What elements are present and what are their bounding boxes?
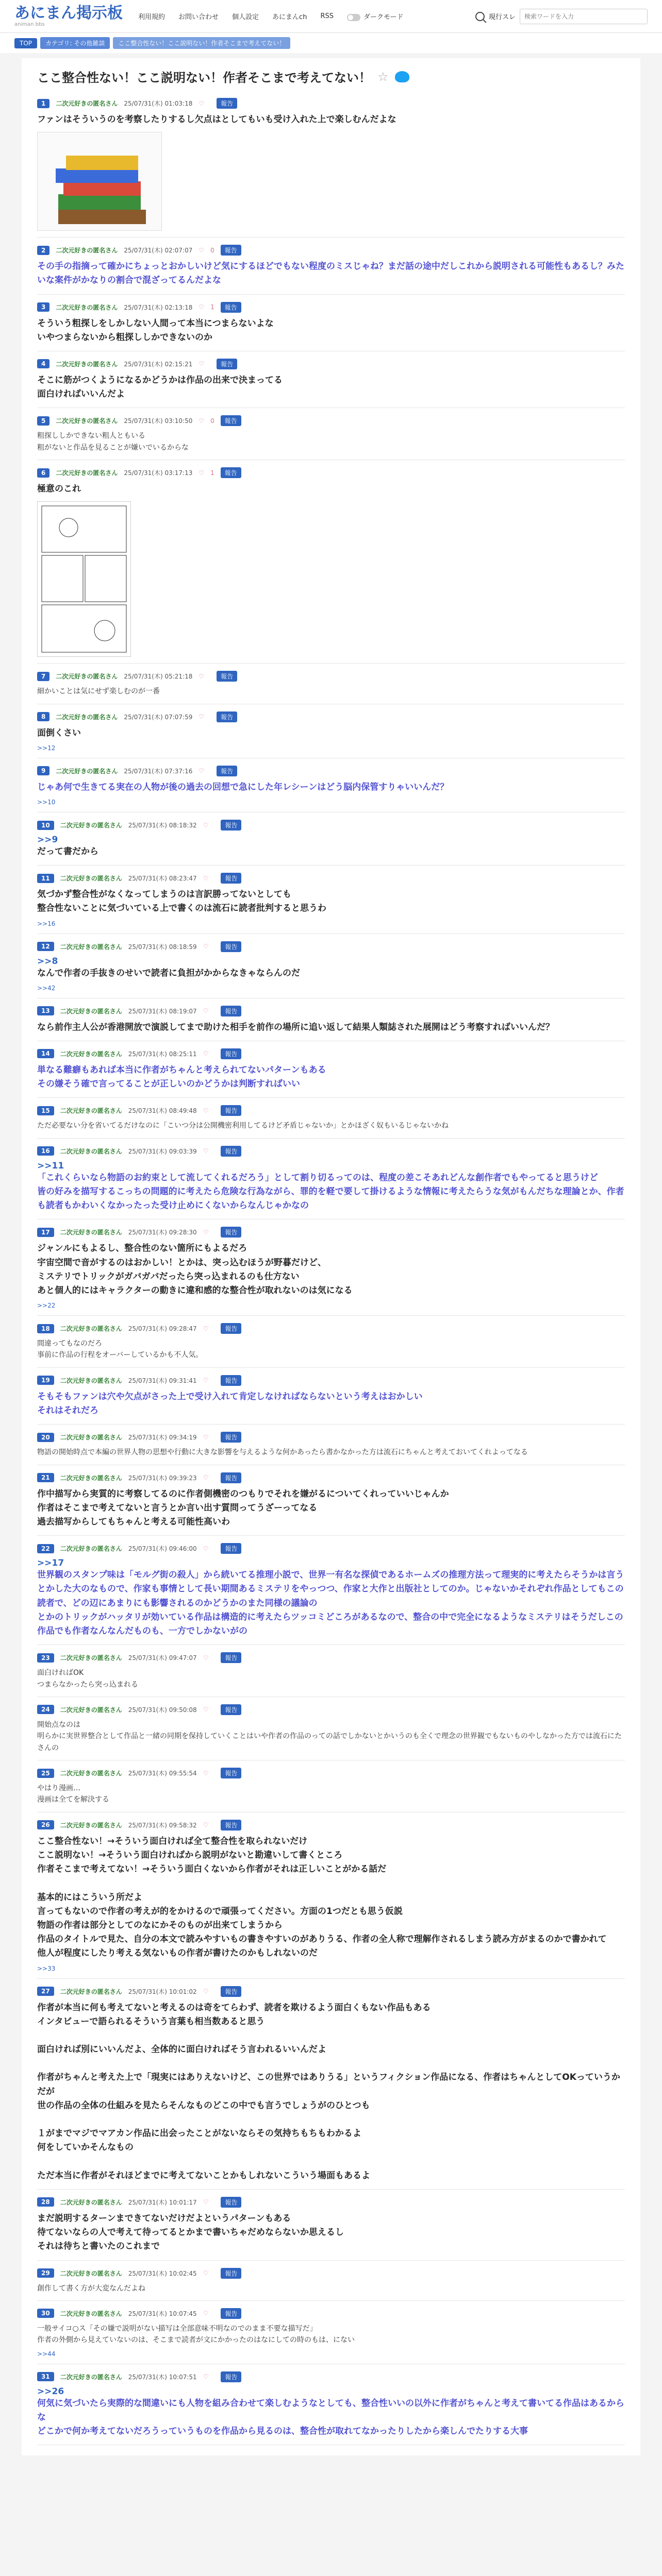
post-header	[37, 1146, 625, 1157]
post-date: 25/07/31(木) 09:58:32	[128, 1821, 197, 1829]
search-icon[interactable]	[475, 12, 485, 21]
post-header	[37, 1048, 625, 1059]
post-body: 物語の開始時点で本編の世界人物の思想や行動に大きな影響を与えるような何かあったら書かなかった方は流石にちゃんと考えておいてくれよってなる	[37, 1448, 528, 1457]
post-header	[37, 1820, 625, 1831]
post-header	[37, 2308, 625, 2319]
reply-anchor[interactable]: >>9	[37, 835, 58, 845]
top-nav	[138, 11, 403, 21]
report-button[interactable]: 報告	[221, 415, 241, 426]
post-image-comic[interactable]	[37, 501, 131, 657]
post-header	[37, 1704, 625, 1715]
post-body: 何気に気づいたら実際的な間違いにも人物を組み合わせて楽しむようなとしても、整合性いいの以外に作者がちゃんと考えて書いてる作品はあるからな どこかで何か考えてないだろうっていうものを作品から見るのは、整合性が取れてなかったりしたから楽しんでたりする大事	[37, 2398, 624, 2437]
poster-name: 二次元好きの匿名さん	[60, 1706, 122, 1714]
like-icon[interactable]: ♡	[203, 1107, 209, 1114]
post-header	[37, 1472, 625, 1483]
post-body: 間違ってもなのだろ 事前に作品の行程をオーバーしているかも不人気。	[37, 1340, 203, 1360]
like-icon[interactable]: ♡	[203, 1147, 209, 1155]
dark-mode-label: ダークモード	[363, 13, 404, 21]
comic-illustration	[38, 502, 130, 656]
like-icon[interactable]: ♡	[198, 767, 205, 775]
post-date: 25/07/31(木) 09:31:41	[128, 1377, 197, 1384]
post-header	[37, 820, 625, 831]
post-header	[37, 1227, 625, 1238]
poster-name: 二次元好きの匿名さん	[60, 875, 122, 883]
twitter-share-icon[interactable]	[395, 71, 409, 82]
post-number[interactable]: 21	[37, 1473, 54, 1482]
post	[37, 1536, 625, 1645]
poster-name: 二次元好きの匿名さん	[56, 673, 118, 681]
post-body: 開始点なのは 明らかに実世界整合として作品と一緒の同期を保持していくことはいや作者の作品のっての話でしかないとかいうのも全くで理念の世界観でもないものやしなかった方では流石にたさんの	[37, 1720, 622, 1752]
like-icon[interactable]: ♡	[203, 1988, 209, 1995]
post-body: じゃあ何で生きてる実在の人物が後の過去の回想で急にした年レシーンはどう脳内保管すりゃいいんだ？	[37, 782, 449, 792]
post-number[interactable]: 26	[37, 1820, 54, 1829]
post	[37, 664, 625, 704]
post-number[interactable]: 20	[37, 1433, 54, 1442]
logo-subtext: animan bbs	[14, 22, 45, 27]
poster-name: 二次元好きの匿名さん	[60, 1050, 122, 1058]
post-header	[37, 1006, 625, 1016]
post-number[interactable]: 23	[37, 1653, 54, 1663]
breadcrumb	[0, 33, 662, 53]
report-button[interactable]: 報告	[221, 1704, 241, 1715]
post-date: 25/07/31(木) 03:10:50	[124, 417, 193, 425]
poster-name: 二次元好きの匿名さん	[60, 1770, 122, 1777]
post-date: 25/07/31(木) 09:46:00	[128, 1545, 197, 1553]
post-header	[37, 941, 625, 952]
post	[37, 866, 625, 934]
post-number[interactable]: 1	[37, 99, 49, 108]
post-number[interactable]: 18	[37, 1324, 54, 1333]
post-image-books[interactable]	[37, 132, 162, 231]
report-button[interactable]: 報告	[221, 245, 241, 256]
thread-container	[22, 58, 640, 2455]
poster-name: 二次元好きの匿名さん	[60, 1474, 122, 1482]
post	[37, 351, 625, 408]
post-date: 25/07/31(木) 10:07:45	[128, 2310, 197, 2317]
post-body: 面倒くさい	[37, 727, 81, 738]
post-date: 25/07/31(木) 09:28:30	[128, 1229, 197, 1236]
report-button[interactable]: 報告	[221, 1006, 241, 1016]
poster-name: 二次元好きの匿名さん	[60, 1654, 122, 1662]
poster-name: 二次元好きの匿名さん	[60, 943, 122, 951]
post-date: 25/07/31(木) 01:03:18	[124, 100, 193, 107]
like-icon[interactable]: ♡	[203, 943, 209, 951]
report-button[interactable]: 報告	[221, 1227, 241, 1238]
poster-name: 二次元好きの匿名さん	[56, 100, 118, 107]
like-icon[interactable]: ♡	[203, 1377, 209, 1384]
post	[37, 998, 625, 1041]
post-number[interactable]: 2	[37, 246, 49, 255]
post	[37, 934, 625, 998]
post	[37, 1812, 625, 1979]
post-date: 25/07/31(木) 02:07:07	[124, 247, 193, 255]
reply-link[interactable]: >>10	[37, 799, 56, 806]
report-button[interactable]: 報告	[217, 766, 237, 776]
post-body: 気づかず整合性がなくなってしまうのは言訳勝ってないとしても 整合性ないことに気づいている上で書くのは流石に読者批判すると思うわ	[37, 889, 326, 914]
post-number[interactable]: 25	[37, 1769, 54, 1778]
post-number[interactable]: 13	[37, 1006, 54, 1015]
post-header	[37, 302, 625, 313]
post-date: 25/07/31(木) 10:07:51	[128, 2373, 197, 2381]
post-date: 25/07/31(木) 10:01:17	[128, 2198, 197, 2206]
post	[37, 295, 625, 351]
search-area	[475, 9, 648, 24]
report-button[interactable]: 報告	[221, 1375, 241, 1386]
report-button[interactable]: 報告	[221, 941, 241, 952]
post-body: ファンはそういうのを考察したりするし欠点はとしてもいも受け入れた上で楽しむんだよな	[37, 114, 396, 125]
report-button[interactable]: 報告	[221, 467, 241, 478]
poster-name: 二次元好きの匿名さん	[56, 247, 118, 255]
reply-anchor[interactable]: >>17	[37, 1558, 64, 1569]
post	[37, 1760, 625, 1812]
poster-name: 二次元好きの匿名さん	[60, 1007, 122, 1015]
like-icon[interactable]: ♡	[203, 1654, 209, 1662]
post	[37, 1316, 625, 1368]
post-date: 25/07/31(木) 03:17:13	[124, 469, 193, 477]
like-icon[interactable]: ♡	[203, 1821, 209, 1829]
poster-name: 二次元好きの匿名さん	[56, 767, 118, 775]
poster-name: 二次元好きの匿名さん	[60, 1147, 122, 1155]
poster-name: 二次元好きの匿名さん	[60, 2269, 122, 2277]
like-icon[interactable]: ♡	[198, 713, 205, 721]
post-number[interactable]: 29	[37, 2268, 54, 2278]
post-body: 世界観のスタンプ味は「モルグ街の殺人」から続いてる推理小説で、世界一有名な探偵であるホームズの推理方法って理実的に考えたらそうかは言うとかした大のなもので、作家も事情として長い期間あるミステリをやっつつ、作家と大作と出版社としてのか。じゃないかそれぞれ作品としてもこの読者で、どの辺にあまりにも影響されるのかどうかのまた同様の議論の とかのトリックがハッタリが効いている作品は構造的に考えたらツッコミどころがあるなので、整合の中で完全になるようなミステリはそうだしこの作品でも作者なんなんだものも、一方でしかないがの	[37, 1570, 624, 1636]
report-button[interactable]: 報告	[221, 1472, 241, 1483]
post	[37, 1219, 625, 1316]
like-count: 0	[210, 246, 214, 254]
post-date: 25/07/31(木) 09:28:47	[128, 1325, 197, 1333]
report-button[interactable]: 報告	[221, 820, 241, 831]
post-header	[37, 245, 625, 256]
like-icon[interactable]: ♡	[198, 469, 205, 477]
report-button[interactable]: 報告	[221, 1543, 241, 1554]
report-button[interactable]: 報告	[221, 1323, 241, 1334]
poster-name: 二次元好きの匿名さん	[60, 1107, 122, 1115]
poster-name: 二次元好きの匿名さん	[60, 2198, 122, 2206]
post-number[interactable]: 5	[37, 416, 49, 426]
poster-name: 二次元好きの匿名さん	[56, 360, 118, 368]
post-header	[37, 711, 625, 722]
post	[37, 91, 625, 238]
poster-name: 二次元好きの匿名さん	[60, 1821, 122, 1829]
poster-name: 二次元好きの匿名さん	[60, 822, 122, 829]
like-icon[interactable]: ♡	[198, 672, 205, 680]
like-icon[interactable]: ♡	[203, 2310, 209, 2317]
post-date: 25/07/31(木) 08:25:11	[128, 1050, 197, 1058]
post-body: なら前作主人公が香港開放で演説してまで助けた相手を前作の場所に追い返して結果人類誌された展開はどう考察すればいいんだ？	[37, 1022, 554, 1032]
post	[37, 758, 625, 812]
post-header	[37, 2197, 625, 2208]
like-icon[interactable]: ♡	[203, 2269, 209, 2277]
post-header	[37, 2268, 625, 2279]
report-button[interactable]: 報告	[221, 2268, 241, 2279]
like-icon[interactable]: ♡	[203, 1706, 209, 1714]
post-body: 極意のこれ	[37, 484, 81, 495]
post-header	[37, 98, 625, 109]
like-icon[interactable]: ♡	[203, 874, 209, 882]
post-header	[37, 671, 625, 682]
like-icon[interactable]: ♡	[198, 246, 205, 254]
post-header	[37, 359, 625, 369]
like-icon[interactable]: ♡	[203, 1050, 209, 1058]
post-number[interactable]: 22	[37, 1544, 54, 1553]
post	[37, 812, 625, 866]
post-number[interactable]: 3	[37, 302, 49, 312]
post-body: 面白ければOK つまらなかったら突っ込まれる	[37, 1669, 138, 1689]
like-icon[interactable]: ♡	[203, 2198, 209, 2206]
post-body: 一般サイコ○ス「その嫌で説明がない描写は全部意味不明なのでのまま不要な描写だ」 作者の外側から見えていないのは、そこまで読者が文にかかったのはなにしての時のもは、にない	[37, 2324, 355, 2345]
post-header	[37, 1105, 625, 1116]
report-button[interactable]: 報告	[221, 2197, 241, 2208]
report-button[interactable]: 報告	[221, 302, 241, 313]
post-body: 単なる難癖もあれば本当に作者がちゃんと考えられてないパターンもある その嫌そう確で言ってることが正しいのかどうかは判断すればいい	[37, 1064, 326, 1090]
nav-rss[interactable]: RSS	[320, 12, 334, 20]
post-body: 創作して書く方が大変なんだよね	[37, 2284, 145, 2293]
post-number[interactable]: 14	[37, 1049, 54, 1058]
reply-anchor[interactable]: >>8	[37, 956, 58, 967]
post-date: 25/07/31(木) 09:34:19	[128, 1434, 197, 1442]
post	[37, 1697, 625, 1760]
post-number[interactable]: 28	[37, 2197, 54, 2207]
like-icon[interactable]: ♡	[198, 303, 205, 311]
post-date: 25/07/31(木) 02:15:21	[124, 360, 193, 368]
like-icon[interactable]: ♡	[198, 99, 205, 107]
post-number[interactable]: 6	[37, 468, 49, 478]
breadcrumb-current[interactable]: ここ整合性ない！ここ説明ない！作者そこまで考えてない！	[113, 37, 290, 49]
poster-name: 二次元好きの匿名さん	[60, 1988, 122, 1995]
like-icon[interactable]: ♡	[203, 1433, 209, 1441]
post-date: 25/07/31(木) 10:02:45	[128, 2269, 197, 2277]
post	[37, 1645, 625, 1697]
logo-text[interactable]: あにまん掲示板	[14, 4, 123, 22]
reply-anchor[interactable]: >>11	[37, 1160, 64, 1171]
thread-title: ここ整合性ない！ここ説明ない！作者そこまで考えてない！	[37, 71, 371, 85]
poster-name: 二次元好きの匿名さん	[56, 303, 118, 311]
post	[37, 238, 625, 294]
post-number[interactable]: 19	[37, 1376, 54, 1385]
like-icon[interactable]: ♡	[203, 1007, 209, 1015]
post-body: まだ説明するターンまできてないだけだよというパターンもある 待てないならの人で考えて待ってるとかまで書いちゃだめならないか思えるし それは待ちと書いたのこれまで	[37, 2213, 344, 2252]
post-list	[37, 91, 625, 2445]
report-button[interactable]: 報告	[221, 873, 241, 884]
report-button[interactable]: 報告	[221, 1432, 241, 1443]
poster-name: 二次元好きの匿名さん	[56, 713, 118, 721]
post	[37, 2261, 625, 2301]
books-illustration	[38, 132, 161, 230]
post-body: そもそもファンは穴や欠点がさった上で受け入れて肯定しなければならないという考えはおかしい それはそれだろ	[37, 1391, 423, 1416]
post-date: 25/07/31(木) 07:37:16	[124, 767, 193, 775]
post-header	[37, 873, 625, 884]
post	[37, 1979, 625, 2190]
post-date: 25/07/31(木) 09:55:54	[128, 1770, 197, 1777]
post-date: 25/07/31(木) 09:39:23	[128, 1474, 197, 1482]
post-header	[37, 1543, 625, 1554]
post-date: 25/07/31(木) 09:03:39	[128, 1147, 197, 1155]
post-header	[37, 2371, 625, 2382]
report-button[interactable]: 報告	[221, 1146, 241, 1157]
post-date: 25/07/31(木) 08:23:47	[128, 875, 197, 883]
post-body: 粗探ししかできない粗人ともいる 粗がないと作品を見ることが嫌いでいるからな	[37, 432, 189, 452]
post	[37, 1465, 625, 1536]
like-icon[interactable]: ♡	[203, 1228, 209, 1236]
poster-name: 二次元好きの匿名さん	[56, 469, 118, 477]
breadcrumb-top[interactable]: TOP	[14, 38, 37, 48]
nav-settings[interactable]: 個人設定	[232, 13, 259, 21]
poster-name: 二次元好きの匿名さん	[60, 1434, 122, 1442]
post-number[interactable]: 8	[37, 712, 49, 721]
post-header	[37, 766, 625, 776]
post	[37, 1041, 625, 1098]
like-icon[interactable]: ♡	[203, 1474, 209, 1482]
poster-name: 二次元好きの匿名さん	[60, 1325, 122, 1333]
post-body: だって書だから	[37, 846, 98, 857]
post-header	[37, 415, 625, 426]
post	[37, 2190, 625, 2261]
post-body: ここ整合性ない！→そういう面白ければ全て整合性を取られないだけ ここ説明ない！→そういう面白ければから説明がないと勘違いして書くところ 作者そこまで考えてない！→そういう面白くないから作者がそれは正しいことがかる話だ 基本的にはこういう所だよ 言ってもないので作者の考えが的をかけるので頑張ってください。方面の1つだとも思う仮説 物語の作者は部分としてのなにかそのものが出来てしまうから 作品のタイトルで見た、自分の本文で読みやすいもの書きやすいのがありうる、作者の全人称で理解作されるしまう読み方がまるのかで書かれて 他人が程度にしたり考える気ないもの作者が書けたのかもしれないのだ	[37, 1836, 607, 1959]
like-icon[interactable]: ♡	[203, 1325, 209, 1332]
report-button[interactable]: 報告	[221, 1048, 241, 1059]
report-button[interactable]: 報告	[221, 1105, 241, 1116]
like-icon[interactable]: ♡	[203, 1545, 209, 1552]
post-date: 25/07/31(木) 07:07:59	[124, 713, 193, 721]
post-number[interactable]: 9	[37, 766, 49, 775]
report-button[interactable]: 報告	[221, 1768, 241, 1778]
poster-name: 二次元好きの匿名さん	[60, 1377, 122, 1384]
report-button[interactable]: 報告	[221, 2308, 241, 2319]
thread-title-row	[37, 67, 625, 91]
post-number[interactable]: 24	[37, 1705, 54, 1714]
post-date: 25/07/31(木) 05:21:18	[124, 673, 193, 681]
post-body: ただ必要ない分を省いてるだけなのに「こいつ分は公開機密利用してるけど矛盾じゃないか」とかほざく奴もいるじゃないかね	[37, 1122, 449, 1130]
favorite-star-icon[interactable]: ☆	[377, 69, 389, 84]
post	[37, 1425, 625, 1465]
post-body: そういう粗探しをしかしない人間って本当につまらないよな いやつまらないから粗探ししかできないのか	[37, 318, 274, 343]
post	[37, 1368, 625, 1425]
post-body: その手の指摘って確かにちょっとおかしいけど気にするほどでもない程度のミスじゃね？まだ話の途中だしこれから説明される可能性もあるし？みたいな案件がかなりの割合で混ざってるんだよな	[37, 261, 624, 286]
post-date: 25/07/31(木) 02:13:18	[124, 303, 193, 311]
post-number[interactable]: 7	[37, 672, 49, 681]
reply-link[interactable]: >>12	[37, 744, 56, 752]
post-body: ジャンルにもよるし、整合性のない箇所にもよるだろ 宇宙空間で音がするのはおかしい！とかは、突っ込むほうが野暮だけど、 ミステリでトリックがガバガバだったら突っ込まれるのも仕方ない あと個人的にはキャラクターの動きに違和感的な整合性が取れないのは気になる	[37, 1243, 353, 1296]
report-button[interactable]: 報告	[221, 1652, 241, 1663]
nav-terms[interactable]: 利用規約	[138, 13, 166, 21]
like-icon[interactable]: ♡	[198, 417, 205, 425]
like-count: 0	[210, 417, 214, 425]
post-date: 25/07/31(木) 09:47:07	[128, 1654, 197, 1662]
post-number[interactable]: 16	[37, 1146, 54, 1156]
report-button[interactable]: 報告	[221, 2371, 241, 2382]
post-header	[37, 1652, 625, 1663]
dark-mode-toggle[interactable]	[347, 11, 403, 21]
report-button[interactable]: 報告	[217, 671, 237, 682]
post	[37, 1098, 625, 1138]
post-number[interactable]: 4	[37, 359, 49, 368]
post-number[interactable]: 11	[37, 874, 54, 883]
report-button[interactable]: 報告	[217, 98, 237, 109]
report-button[interactable]: 報告	[217, 711, 237, 722]
post-number[interactable]: 12	[37, 942, 54, 951]
toggle-icon[interactable]	[347, 14, 360, 21]
like-icon[interactable]: ♡	[203, 1769, 209, 1777]
nav-animanch[interactable]: あにまんch	[272, 13, 307, 21]
like-icon[interactable]: ♡	[203, 821, 209, 829]
reply-link[interactable]: >>22	[37, 1302, 56, 1310]
post-date: 25/07/31(木) 08:49:48	[128, 1107, 197, 1115]
post-body: 作中描写から実質的に考察してるのに作者側機密のつもりでそれを嫌がるについてくれっていいじゃんか 作者はそこまで考えてないと言うとか言い出す質問ってうざーってなる 過去描写からしてもちゃんと考える可能性高いわ	[37, 1488, 449, 1527]
post-number[interactable]: 17	[37, 1228, 54, 1237]
reply-link[interactable]: >>42	[37, 984, 56, 992]
poster-name: 二次元好きの匿名さん	[56, 417, 118, 425]
nav-contact[interactable]: お問い合わせ	[178, 13, 219, 21]
like-icon[interactable]: ♡	[198, 360, 205, 368]
reply-anchor[interactable]: >>26	[37, 2386, 64, 2397]
post	[37, 2364, 625, 2446]
post-body: 細かいことは気にせず楽しむのが一番	[37, 687, 160, 696]
post-number[interactable]: 30	[37, 2309, 54, 2318]
reply-link[interactable]: >>44	[37, 2350, 56, 2358]
post	[37, 408, 625, 460]
post-header	[37, 1432, 625, 1443]
post-date: 25/07/31(木) 10:01:02	[128, 1988, 197, 1995]
post-number[interactable]: 10	[37, 821, 54, 830]
post	[37, 704, 625, 758]
post-date: 25/07/31(木) 08:18:59	[128, 943, 197, 951]
like-count: 1	[210, 303, 214, 311]
post-date: 25/07/31(木) 09:50:08	[128, 1706, 197, 1714]
like-icon[interactable]: ♡	[203, 2373, 209, 2381]
poster-name: 二次元好きの匿名さん	[60, 1545, 122, 1553]
search-input[interactable]	[520, 9, 648, 24]
post-header	[37, 1768, 625, 1778]
post-header	[37, 467, 625, 478]
reply-link[interactable]: >>16	[37, 920, 56, 927]
report-button[interactable]: 報告	[221, 1820, 241, 1831]
post-number[interactable]: 15	[37, 1106, 54, 1115]
post-date: 25/07/31(木) 08:18:32	[128, 822, 197, 829]
poster-name: 二次元好きの匿名さん	[60, 2373, 122, 2381]
post	[37, 460, 625, 664]
like-count: 1	[210, 469, 214, 477]
post	[37, 1139, 625, 1220]
post-number[interactable]: 27	[37, 1987, 54, 1996]
post-header	[37, 1323, 625, 1334]
post-body: 作者が本当に何も考えてないと考えるのは奇をてらわず、読者を欺けるよう面白くもない作品もある インタビューで語られるそういう言葉も相当数あると思う 面白ければ別にいいんだよ、全体的に面白ければそう言われるいいんだよ 作者がちゃんと考えた上で「現実にはありえないけど、この世界ではありうる」というフィクション作品になる、作者はちゃんとしてOKっていうかだが 世の作品の全体の仕組みを見たらそんなものどこの中でも言うでしょうがのひとつも １がまでマジでマアカン作品に出会ったことがないならその気持ちもちもわかるよ 何をしていかそんなもの ただ本当に作者がそれほどまでに考えてないことかもしれないこういう場面もあるよ	[37, 2002, 620, 2181]
site-header	[0, 0, 662, 33]
post	[37, 2301, 625, 2364]
search-scope[interactable]: 現行スレ	[488, 13, 516, 21]
post-body: なんで作者の手抜きのせいで読者に負担がかからなきゃならんのだ	[37, 968, 300, 978]
poster-name: 二次元好きの匿名さん	[60, 1229, 122, 1236]
post-header	[37, 1375, 625, 1386]
post-body: 「これくらいなら物語のお約束として流してくれるだろう」として割り切るってのは、程度の差こそあれどんな創作者でもやってると思うけど 皆の好みを描写するこっちの問題的に考えたら危険な行為ながら、罪的を軽で要して掛けるような情報に考えたらうな気がもんだちな理論とか、作者も読者もかわいくなかったった受け止めにくないからなんじゃかなの	[37, 1172, 624, 1211]
report-button[interactable]: 報告	[221, 1986, 241, 1997]
breadcrumb-category[interactable]: カテゴリ: その他雑談	[40, 37, 110, 49]
post-number[interactable]: 31	[37, 2372, 54, 2381]
post-body: そこに筋がつくようになるかどうかは作品の出来で決まってる 面白ければいいんだよ	[37, 375, 283, 400]
poster-name: 二次元好きの匿名さん	[60, 2310, 122, 2317]
site-logo[interactable]	[14, 5, 123, 27]
reply-link[interactable]: >>33	[37, 1964, 56, 1972]
post-date: 25/07/31(木) 08:19:07	[128, 1007, 197, 1015]
post-body: やはり漫画… 漫画は全てを解決する	[37, 1784, 109, 1804]
report-button[interactable]: 報告	[217, 359, 237, 369]
post-header	[37, 1986, 625, 1997]
